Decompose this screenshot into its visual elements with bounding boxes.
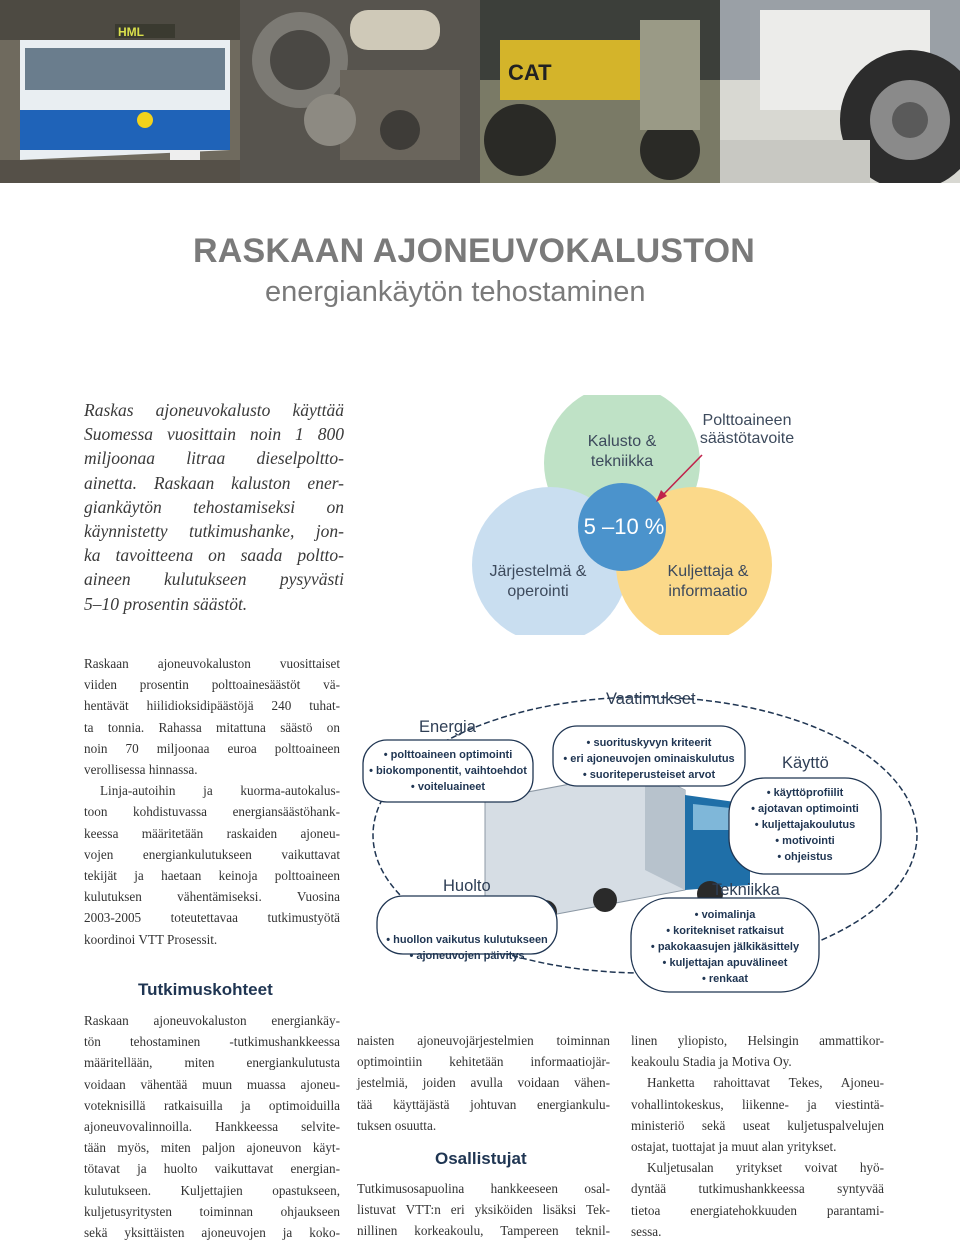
diagram-item: • suoriteperusteiset arvot: [553, 767, 745, 783]
diagram-list-vaatimukset: [553, 735, 745, 783]
text-line: keakoulu Stadia ja Motiva Oy.: [631, 1054, 792, 1070]
tutkimuskohteet-text: [84, 1010, 340, 1243]
text-line: hentävät hiilidioksidipäästöjä 240 tuhat-: [84, 698, 340, 714]
text-line: tää käyttäjästä johtuvan energiankulu-: [357, 1096, 610, 1112]
text-line: vohallintokeskus, liikenne- ja viestintä-: [631, 1096, 884, 1112]
diagram-item: • huollon vaikutus kulutukseen: [377, 932, 557, 948]
diagram-list-kaytto: [729, 785, 881, 865]
loader-photo: [480, 0, 720, 183]
diagram-list-huolto: [377, 932, 557, 964]
page-title: RASKAAN AJONEUVOKALUSTON: [193, 232, 756, 270]
text-line: Kuljetusalan yritykset voivat hyö-: [647, 1160, 884, 1176]
text-line: listuvat VTT:n eri yksiköiden lisäksi Tek-: [357, 1202, 610, 1218]
diagram-item: • voimalinja: [631, 907, 819, 923]
text-line: naisten ajoneuvojärjestelmien toiminnan: [357, 1033, 610, 1048]
text-line: jestelmiä, joiden avulla voidaan vähen-: [357, 1075, 610, 1091]
diagram-item: • ajoneuvojen päivitys: [377, 948, 557, 964]
diagram-item: • voiteluaineet: [363, 779, 533, 795]
diagram-item: • ajotavan optimointi: [729, 801, 881, 817]
text-line: sessa.: [631, 1223, 662, 1239]
venn-label-kuljettaja: Kuljettaja & informaatio: [667, 563, 749, 600]
left-column-text: [84, 653, 340, 950]
text-line: vojen energiankulutukseen vaikuttavat: [84, 846, 340, 862]
diagram-title-huolto: Huolto: [443, 877, 491, 895]
text-line: 2003-2005 toteutettavaa tutkimustyötä: [84, 910, 340, 926]
venn-label-kalusto: Kalusto & tekniikka: [587, 433, 657, 470]
text-line: tietoa energiatehokkuuden parantami-: [631, 1202, 884, 1218]
text-line: määritellään, miten energiankulutusta: [84, 1055, 340, 1071]
middle-column-text: [357, 1030, 610, 1136]
diagram-title-energia: Energia: [419, 718, 476, 736]
text-line: viiden prosentin polttoainesäästöt vä-: [84, 677, 340, 693]
diagram-item: • biokomponentit, vaihtoehdot: [363, 763, 533, 779]
text-line: koordinoi VTT Prosessit.: [84, 931, 218, 947]
text-line: kulutukseen. Kuljettajien opastukseen,: [84, 1182, 340, 1198]
text-line: tekijät ja haetaan keinoja polttoaineen: [84, 868, 340, 884]
text-line: linen yliopisto, Helsingin ammattikor-: [631, 1033, 884, 1048]
text-line: optimointiin kehitetään informaatiojär-: [357, 1054, 610, 1070]
text-line: sekä yksittäisten ajoneuvojen ja koko-: [84, 1225, 340, 1241]
intro-line: giankäytön tehostamiseksi on: [84, 496, 344, 517]
text-line: Linja-autoihin ja kuorma-autokalus-: [100, 783, 340, 799]
photo-strip: [0, 0, 960, 183]
diagram-item: • suorituskyvyn kriteerit: [553, 735, 745, 751]
text-line: tään myös, miten paljon ajoneuvon käyt-: [84, 1140, 340, 1156]
diagram-title-kaytto: Käyttö: [782, 754, 829, 772]
text-line: ministeriö sekä useat kuljetuspalvelujen: [631, 1117, 884, 1133]
page-subtitle: energiankäytön tehostaminen: [265, 276, 646, 308]
text-line: Raskaan ajoneuvokaluston energiankäy-: [84, 1013, 340, 1028]
venn-center-value: 5 –10 %: [583, 514, 665, 539]
text-line: voidaan vähentää muun muassa ajoneu-: [84, 1076, 340, 1092]
text-line: Hanketta rahoittavat Tekes, Ajoneu-: [647, 1075, 884, 1091]
engine-photo: [240, 0, 480, 183]
intro-line: 5–10 prosentin säästöt.: [84, 593, 248, 614]
intro-paragraph: [84, 398, 344, 616]
text-line: tön tehostaminen -tutkimushankkeessa: [84, 1034, 340, 1050]
text-line: kuljetusyritysten toiminnan ohjaukseen: [84, 1203, 340, 1219]
svg-text:CAT: CAT: [508, 60, 552, 85]
text-line: Tutkimusosapuolina hankkeeseen osal-: [357, 1181, 610, 1196]
diagram-item: • käyttöprofiilit: [729, 785, 881, 801]
text-line: keessa määritetään raskaiden ajoneu-: [84, 825, 340, 841]
diagram-item: • koritekniset ratkaisut: [631, 923, 819, 939]
intro-line: miljoonaa litraa dieselpoltto-: [84, 448, 344, 469]
osallistujat-text: [357, 1178, 610, 1242]
diagram-title-tekniikka: Tekniikka: [712, 881, 780, 899]
truck-photo: [720, 0, 960, 183]
diagram-list-tekniikka: [631, 907, 819, 987]
bus-photo: [0, 0, 240, 183]
intro-line: käynnistetty tutkimushanke, jon-: [84, 521, 344, 542]
text-line: nillinen korkeakoulu, Tampereen teknil-: [357, 1223, 610, 1239]
heading-tutkimuskohteet: Tutkimuskohteet: [138, 980, 273, 999]
svg-text:HML: HML: [118, 25, 144, 39]
right-column-text: [631, 1030, 884, 1242]
text-line: dyntää tutkimushankkeessa syntyvää: [631, 1181, 884, 1197]
text-line: ostajat, tuottajat ja muut alan yritykset.: [631, 1139, 837, 1155]
intro-line: Raskas ajoneuvokalusto käyttää: [84, 400, 344, 420]
intro-line: Suomessa vuosittain noin 1 800: [84, 424, 344, 445]
heading-osallistujat: Osallistujat: [435, 1149, 527, 1168]
intro-line: ainetta. Raskaan kaluston ener-: [84, 472, 344, 493]
text-line: Raskaan ajoneuvokaluston vuosittaiset: [84, 656, 340, 671]
text-line: tötavat ja huolto vaikuttavat energian-: [84, 1161, 340, 1177]
venn-label-jarjestelma: Järjestelmä & operointi: [489, 563, 587, 600]
intro-line: aineen kulutukseen pysyvästi: [84, 569, 344, 590]
diagram-item: • eri ajoneuvojen ominaiskulutus: [553, 751, 745, 767]
text-line: tuksen osuutta.: [357, 1117, 437, 1133]
text-line: noin 70 miljoonaa euroa polttoaineen: [84, 740, 340, 756]
diagram-item: • pakokaasujen jälkikäsittely: [631, 939, 819, 955]
text-line: toon kohdistuvassa energiansäästöhank-: [84, 804, 340, 820]
diagram-item: • kuljettajan apuvälineet: [631, 955, 819, 971]
text-line: ta tonnia. Rahassa mitattuna säästö on: [84, 719, 340, 735]
diagram-list-energia: [363, 747, 533, 795]
text-line: ajoneuvovalinnoilla. Hankkeessa selvite-: [84, 1119, 340, 1135]
text-line: voteknisillä ratkaisuilla ja optimoiduilla: [84, 1097, 340, 1113]
diagram-title-vaatimukset: Vaatimukset: [606, 690, 696, 708]
diagram-item: • motivointi: [729, 833, 881, 849]
diagram-item: • polttoaineen optimointi: [363, 747, 533, 763]
text-line: verollisessa hinnassa.: [84, 762, 198, 778]
diagram-item: • renkaat: [631, 971, 819, 987]
diagram-item: • kuljettajakoulutus: [729, 817, 881, 833]
intro-line: ka tavoitteena on saada poltto-: [84, 545, 344, 566]
text-line: kulutuksen vähentämiseksi. Vuosina: [84, 889, 340, 905]
diagram-item: • ohjeistus: [729, 849, 881, 865]
venn-label-target: Polttoaineen säästötavoite: [699, 412, 795, 447]
